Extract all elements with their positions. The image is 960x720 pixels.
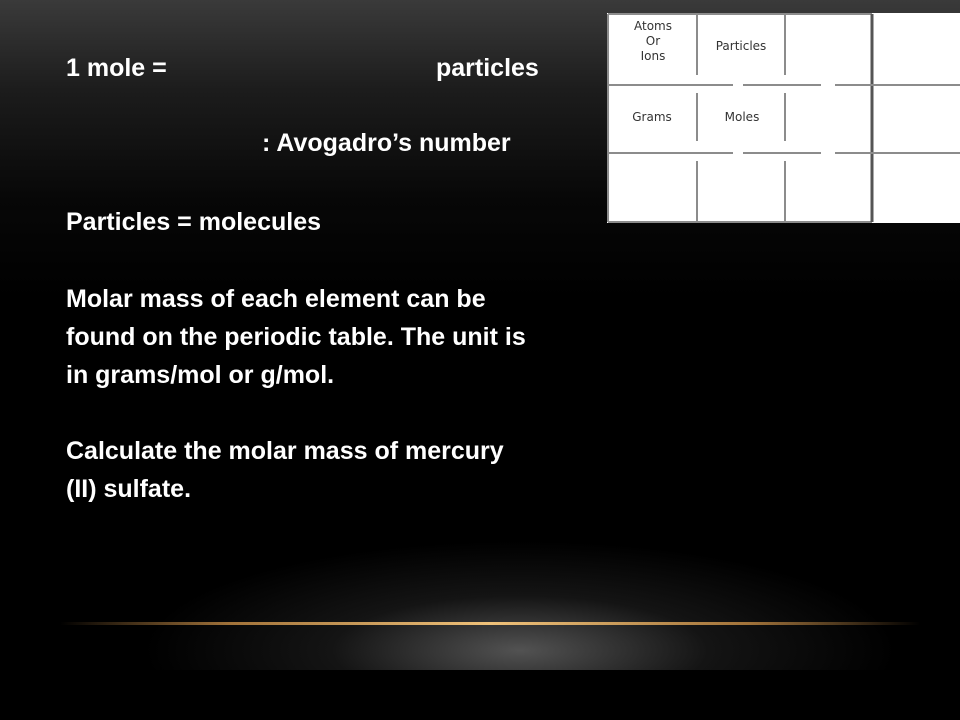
accent-line [60, 622, 920, 625]
cell-atoms-or-ions [627, 19, 679, 64]
mole-definition-label: 1 mole = [66, 54, 167, 82]
cell-label-line: Atoms [634, 19, 672, 33]
particles-label: particles [436, 54, 539, 82]
paragraph-line: Calculate the molar mass of mercury [66, 437, 504, 465]
paragraph-line: found on the periodic table. The unit is [66, 323, 526, 351]
paragraph-line: Molar mass of each element can be [66, 285, 486, 313]
cell-moles: Moles [724, 110, 760, 124]
particles-definition: Particles = molecules [66, 208, 322, 236]
cell-particles: Particles [715, 39, 767, 53]
mole-map-diagram [607, 13, 960, 223]
cell-label-line: Or [645, 34, 661, 48]
floor-glow [140, 540, 900, 670]
cell-grams: Grams [632, 110, 672, 124]
cell-label-line: Ions [640, 49, 666, 63]
avogadro-label: : Avogadro’s number [262, 129, 511, 157]
paragraph-line: (II) sulfate. [66, 475, 192, 503]
paragraph-line: in grams/mol or g/mol. [66, 361, 335, 389]
